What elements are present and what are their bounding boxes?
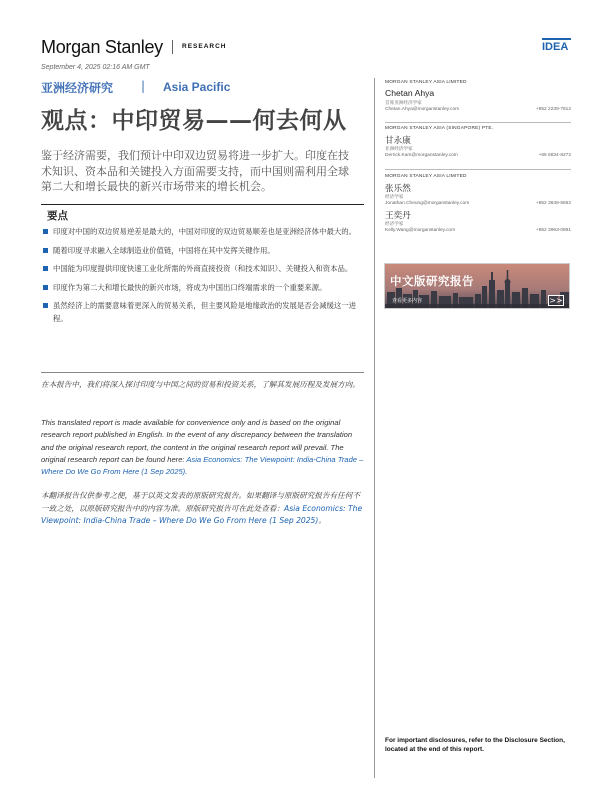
sidebar-divider — [374, 78, 375, 778]
analyst-role: 首席亚洲经济学家 — [385, 100, 422, 105]
original-report-link-zh[interactable]: Asia Economics: The Viewpoint: India-China Trade – Where Do We Go From Here (1 Sep 2025) — [41, 503, 363, 525]
original-report-link-en[interactable]: Asia Economics: The Viewpoint: India-China Trade – Where Do We Go From Here (1 Sep 2025) — [41, 454, 364, 477]
analyst-name: 张乐然 — [385, 183, 411, 193]
summary-paragraph: 鉴于经济需要，我们预计中印双边贸易将进一步扩大。印度在技术知识、资本品和关键投入方面需要支持，而中国则需利用全球第二大和增长最快的新兴市场带来的增长机会。 — [41, 149, 349, 193]
square-bullet-icon — [43, 303, 48, 308]
analyst-card — [385, 80, 571, 115]
brand-divider — [172, 40, 173, 54]
analyst-org: MORGAN STANLEY ASIA LIMITED — [385, 80, 467, 85]
key-point-item: 印度对中国的双边贸易逆差是最大的，中国对印度的双边贸易顺差也是亚洲经济体中最大的。 — [43, 226, 363, 239]
analyst-email[interactable]: Chetan.Ahya@morganstanley.com — [385, 107, 460, 112]
section-label: RESEARCH — [182, 43, 227, 50]
analyst-divider — [385, 169, 571, 170]
analyst-name: 王奕丹 — [385, 210, 411, 220]
analyst-role: 亚洲经济学家 — [385, 146, 413, 151]
analyst-role: 经济学家 — [385, 194, 404, 199]
region-label-en: Asia Pacific — [163, 80, 231, 94]
intro-paragraph: 在本报告中，我们将深入探讨印度与中国之间的贸易和投资关系，了解其发展历程及发展方向。 — [41, 380, 360, 389]
analyst-role: 经济学家 — [385, 221, 404, 226]
analyst-card — [385, 126, 571, 161]
key-point-item: 中国能为印度提供印度快速工业化所需的外商直接投资（和技术知识）、关键投入和资本品。 — [43, 263, 363, 276]
key-points-list — [43, 226, 363, 331]
analyst-card — [385, 174, 571, 209]
analyst-phone: +852 3848-5652 — [535, 201, 571, 206]
region-separator: | — [141, 79, 146, 93]
key-points-heading: 要点 — [47, 210, 68, 222]
analyst-org: MORGAN STANLEY ASIA (SINGAPORE) PTE. — [385, 126, 494, 131]
banner-subtitle: 查看更多内容 — [392, 298, 423, 304]
idea-rule — [542, 38, 571, 40]
translation-notice-en: This translated report is made available for convenience only and is based on the original research report published in English. In the event of any discrepancy between the translation and the original research report, the content in the original research report will prevail. The original research report can be found here: Asia Economics: The Viewpoint: India-China Trade – Where Do We Go From Here (1 Sep 2025). — [41, 418, 364, 477]
banner-title: 中文版研究报告 — [390, 274, 474, 288]
publish-date: September 4, 2025 02:16 AM GMT — [41, 64, 150, 71]
analyst-email[interactable]: Derrick.Kam@morganstanley.com — [385, 153, 458, 158]
double-arrow-icon[interactable]: >> — [549, 296, 563, 305]
page-title: 观点：中印贸易——何去何从 — [41, 108, 347, 134]
analyst-phone: +65 6834-8272 — [538, 153, 571, 158]
key-point-item: 虽然经济上的需要意味着更深入的贸易关系，但主要风险是地缘政治的发展是否会减缓这一进程。 — [43, 300, 363, 325]
brand-logo: Morgan Stanley — [41, 37, 163, 57]
square-bullet-icon — [43, 248, 48, 253]
analyst-contact — [385, 228, 571, 236]
key-point-item: 随着印度寻求融入全球制造业价值链，中国将在其中发挥关键作用。 — [43, 245, 363, 258]
translation-notice-zh: 本翻译报告仅供参考之便，基于以英文发表的原版研究报告。如果翻译与原版研究报告有任何不一致之处，以原版研究报告中的内容为准。原版研究报告可在此处查看：Asia Economics: The Viewpoint: India-China Trade – Where Do We Go From Here (1 Sep 2025)。 — [41, 491, 363, 525]
analyst-org: MORGAN STANLEY ASIA LIMITED — [385, 174, 467, 179]
region-label-zh: 亚洲经济研究 — [41, 81, 114, 95]
chinese-research-banner[interactable] — [384, 263, 570, 309]
square-bullet-icon — [43, 285, 48, 290]
disclosure-note: For important disclosures, refer to the Disclosure Section, located at the end of this report. — [385, 737, 565, 753]
square-bullet-icon — [43, 229, 48, 234]
analyst-name: Chetan Ahya — [385, 88, 435, 98]
analyst-email[interactable]: Kelly.Wang@morganstanley.com — [385, 228, 456, 233]
analyst-phone: +852 2239-7812 — [535, 107, 571, 112]
analyst-contact — [385, 153, 571, 161]
analyst-divider — [385, 122, 571, 123]
analyst-email[interactable]: Jonathan.Cheung@morganstanley.com — [385, 201, 470, 206]
key-point-item: 印度作为第二大和增长最快的新兴市场，将成为中国出口终端需求的一个重要来源。 — [43, 282, 363, 295]
idea-tag: IDEA — [542, 41, 569, 53]
square-bullet-icon — [43, 266, 48, 271]
analyst-name: 甘永康 — [385, 135, 411, 145]
analyst-phone: +852 3963-0891 — [535, 228, 571, 233]
analyst-card — [385, 208, 571, 236]
analyst-contact — [385, 107, 571, 115]
